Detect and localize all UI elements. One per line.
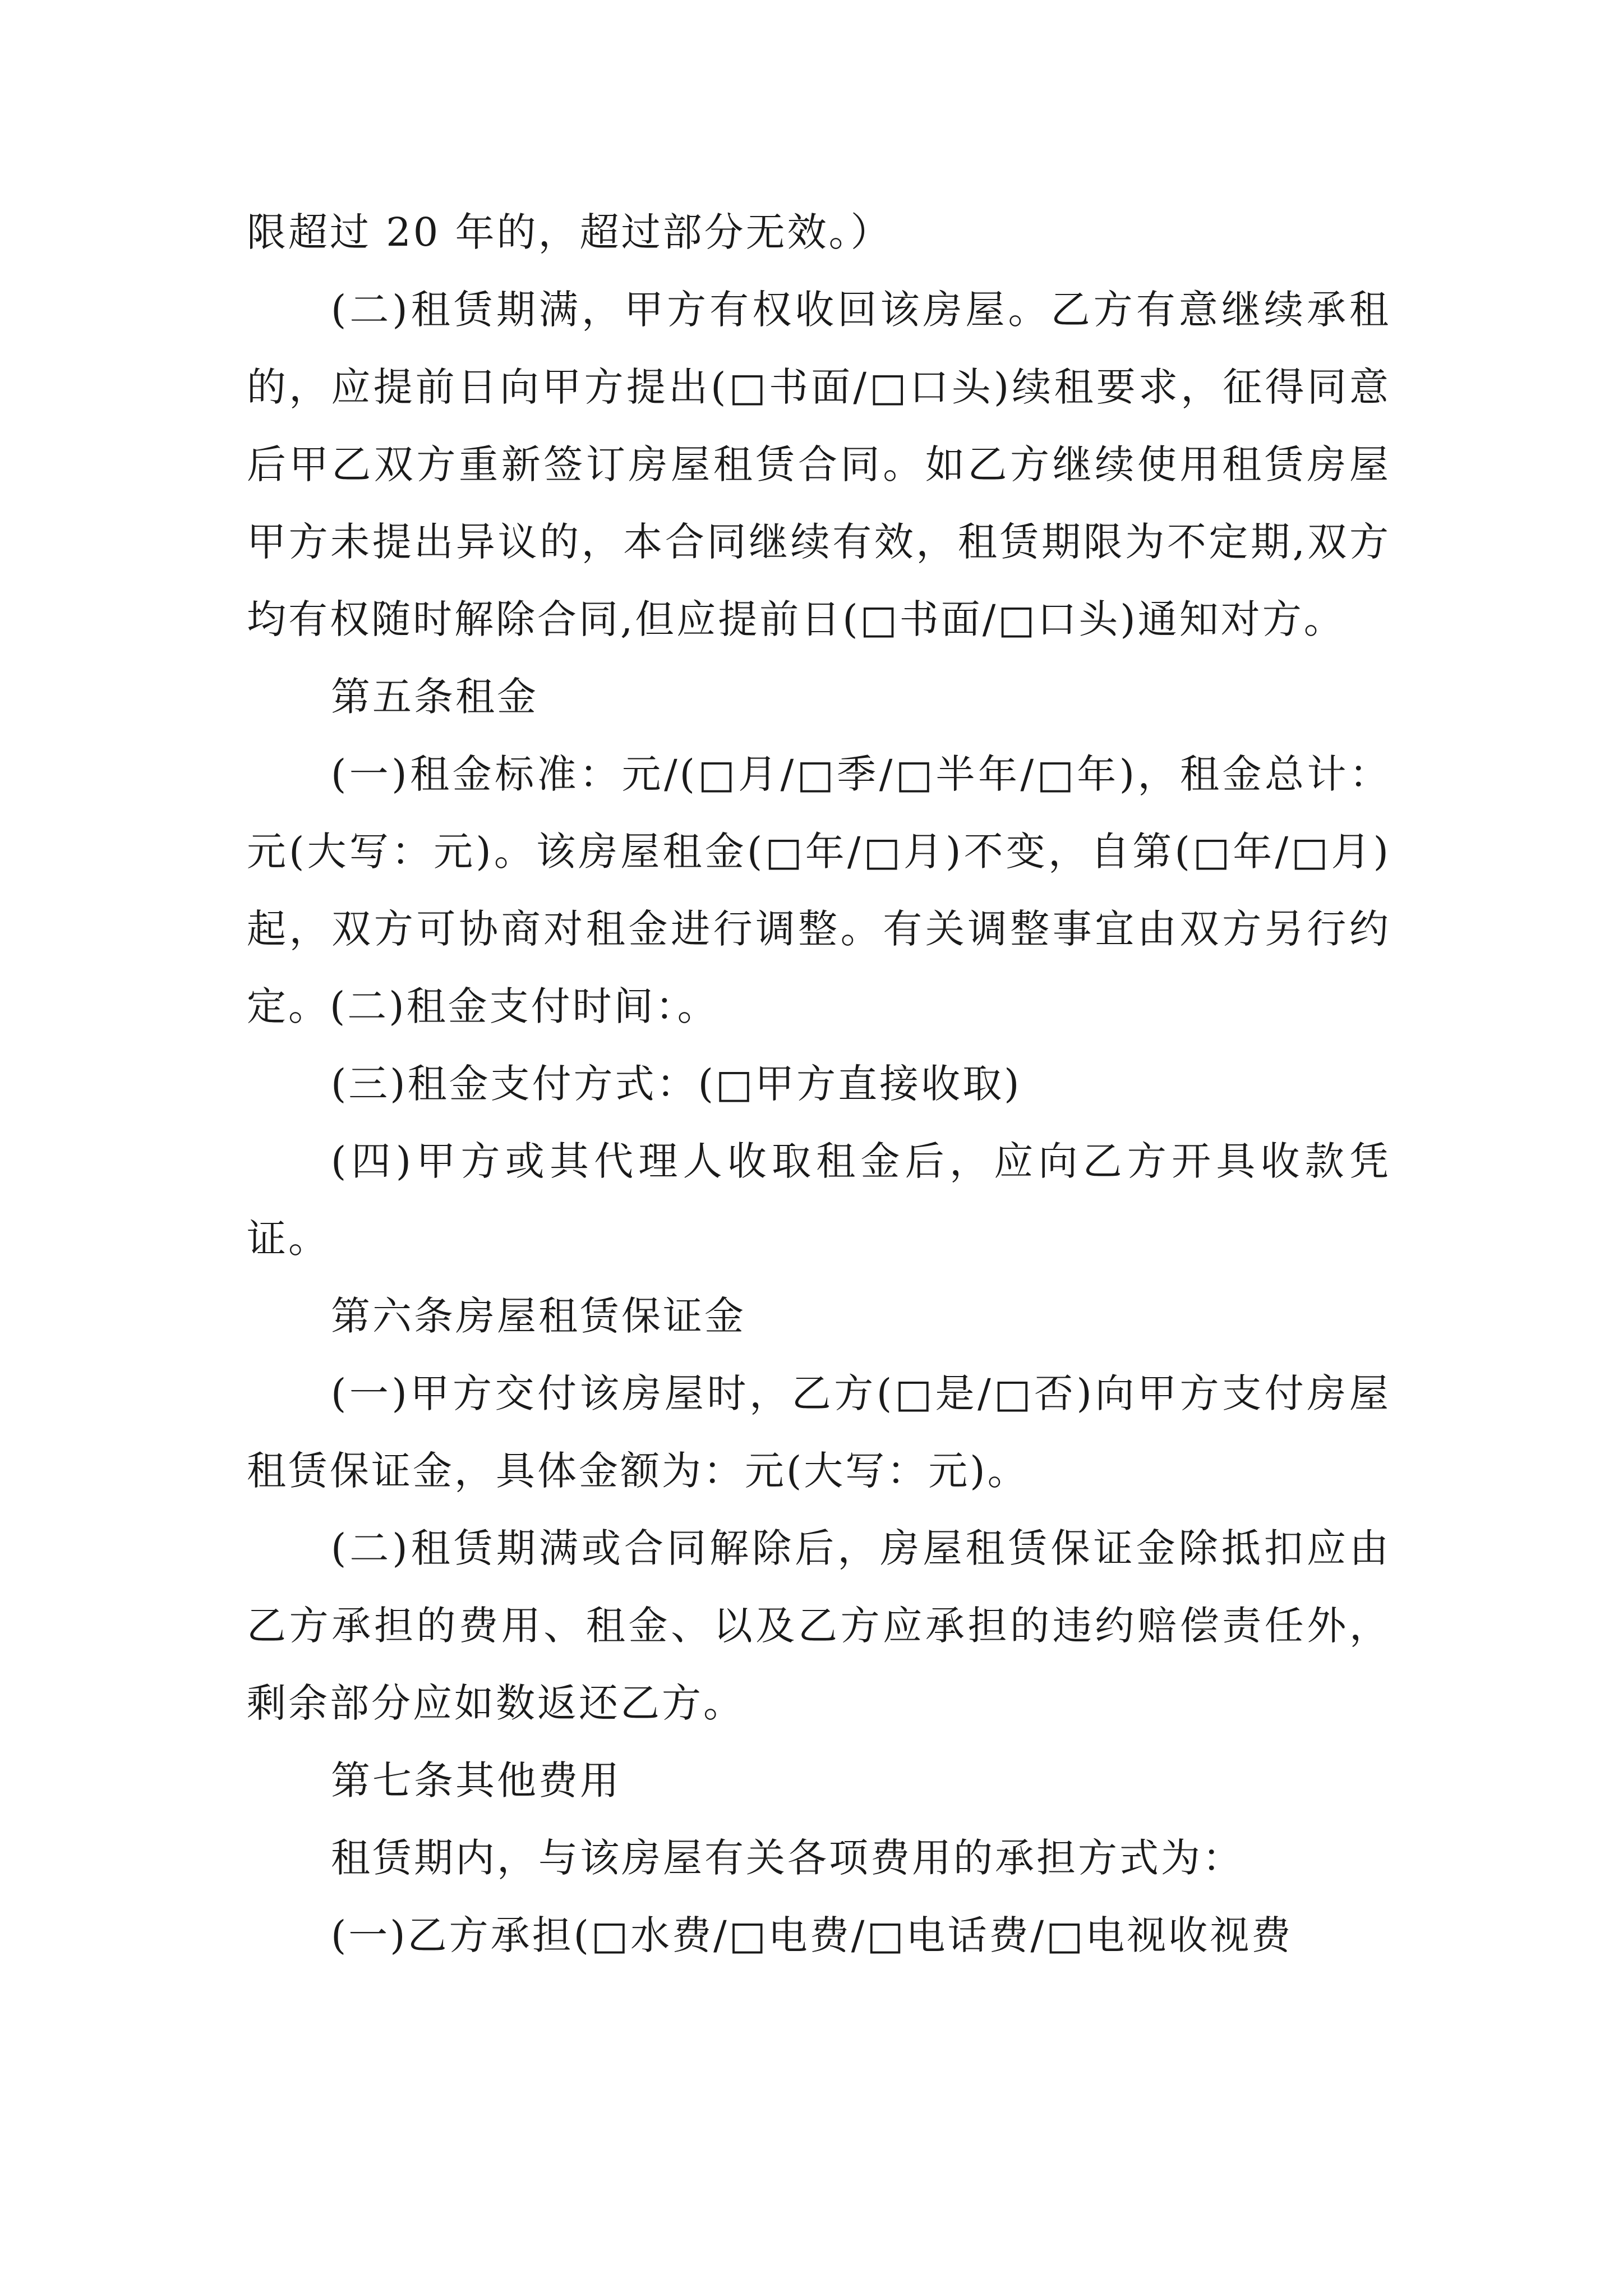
paragraph-deposit-payment: (一)甲方交付该房屋时，乙方(□是/□否)向甲方支付房屋租赁保证金，具体金额为：元(大写：元)。 — [247, 1370, 1391, 1494]
paragraph-deposit-return: (二)租赁期满或合同解除后，房屋租赁保证金除抵扣应由乙方承担的费用、租金、以及乙方应承担的违约赔偿责任外，剩余部分应如数返还乙方。 — [247, 1525, 1391, 1726]
paragraph-rent-payment-method: (三)租金支付方式：(□甲方直接收取) — [331, 1061, 1022, 1107]
contract-body — [247, 194, 1391, 1974]
paragraph-term-limit-tail: 限超过 20 年的，超过部分无效。） — [247, 209, 892, 255]
paragraph-fees-intro: 租赁期内，与该房屋有关各项费用的承担方式为： — [331, 1835, 1244, 1881]
heading-article-7-other-fees: 第七条其他费用 — [331, 1757, 621, 1803]
paragraph-rent-standard: (一)租金标准：元/(□月/□季/□半年/□年)，租金总计：元(大写：元)。该房屋租金(□年/□月)不变，自第(□年/□月)起，双方可协商对租金进行调整。有关调整事宜由双方另行约定。(二)租金支付时间：。 — [247, 751, 1391, 1029]
heading-article-6-deposit: 第六条房屋租赁保证金 — [331, 1293, 746, 1339]
paragraph-lease-renewal: (二)租赁期满，甲方有权收回该房屋。乙方有意继续承租的，应提前日向甲方提出(□书面/□口头)续租要求，征得同意后甲乙双方重新签订房屋租赁合同。如乙方继续使用租赁房屋甲方未提出异议的，本合同继续有效，租赁期限为不定期,双方均有权随时解除合同,但应提前日(□书面/□口头)通知对方。 — [247, 287, 1391, 642]
paragraph-rent-receipt: (四)甲方或其代理人收取租金后，应向乙方开具收款凭证。 — [247, 1138, 1391, 1262]
heading-article-5-rent: 第五条租金 — [331, 674, 538, 720]
paragraph-tenant-fees: (一)乙方承担(□水费/□电费/□电话费/□电视收视费 — [331, 1912, 1293, 1958]
